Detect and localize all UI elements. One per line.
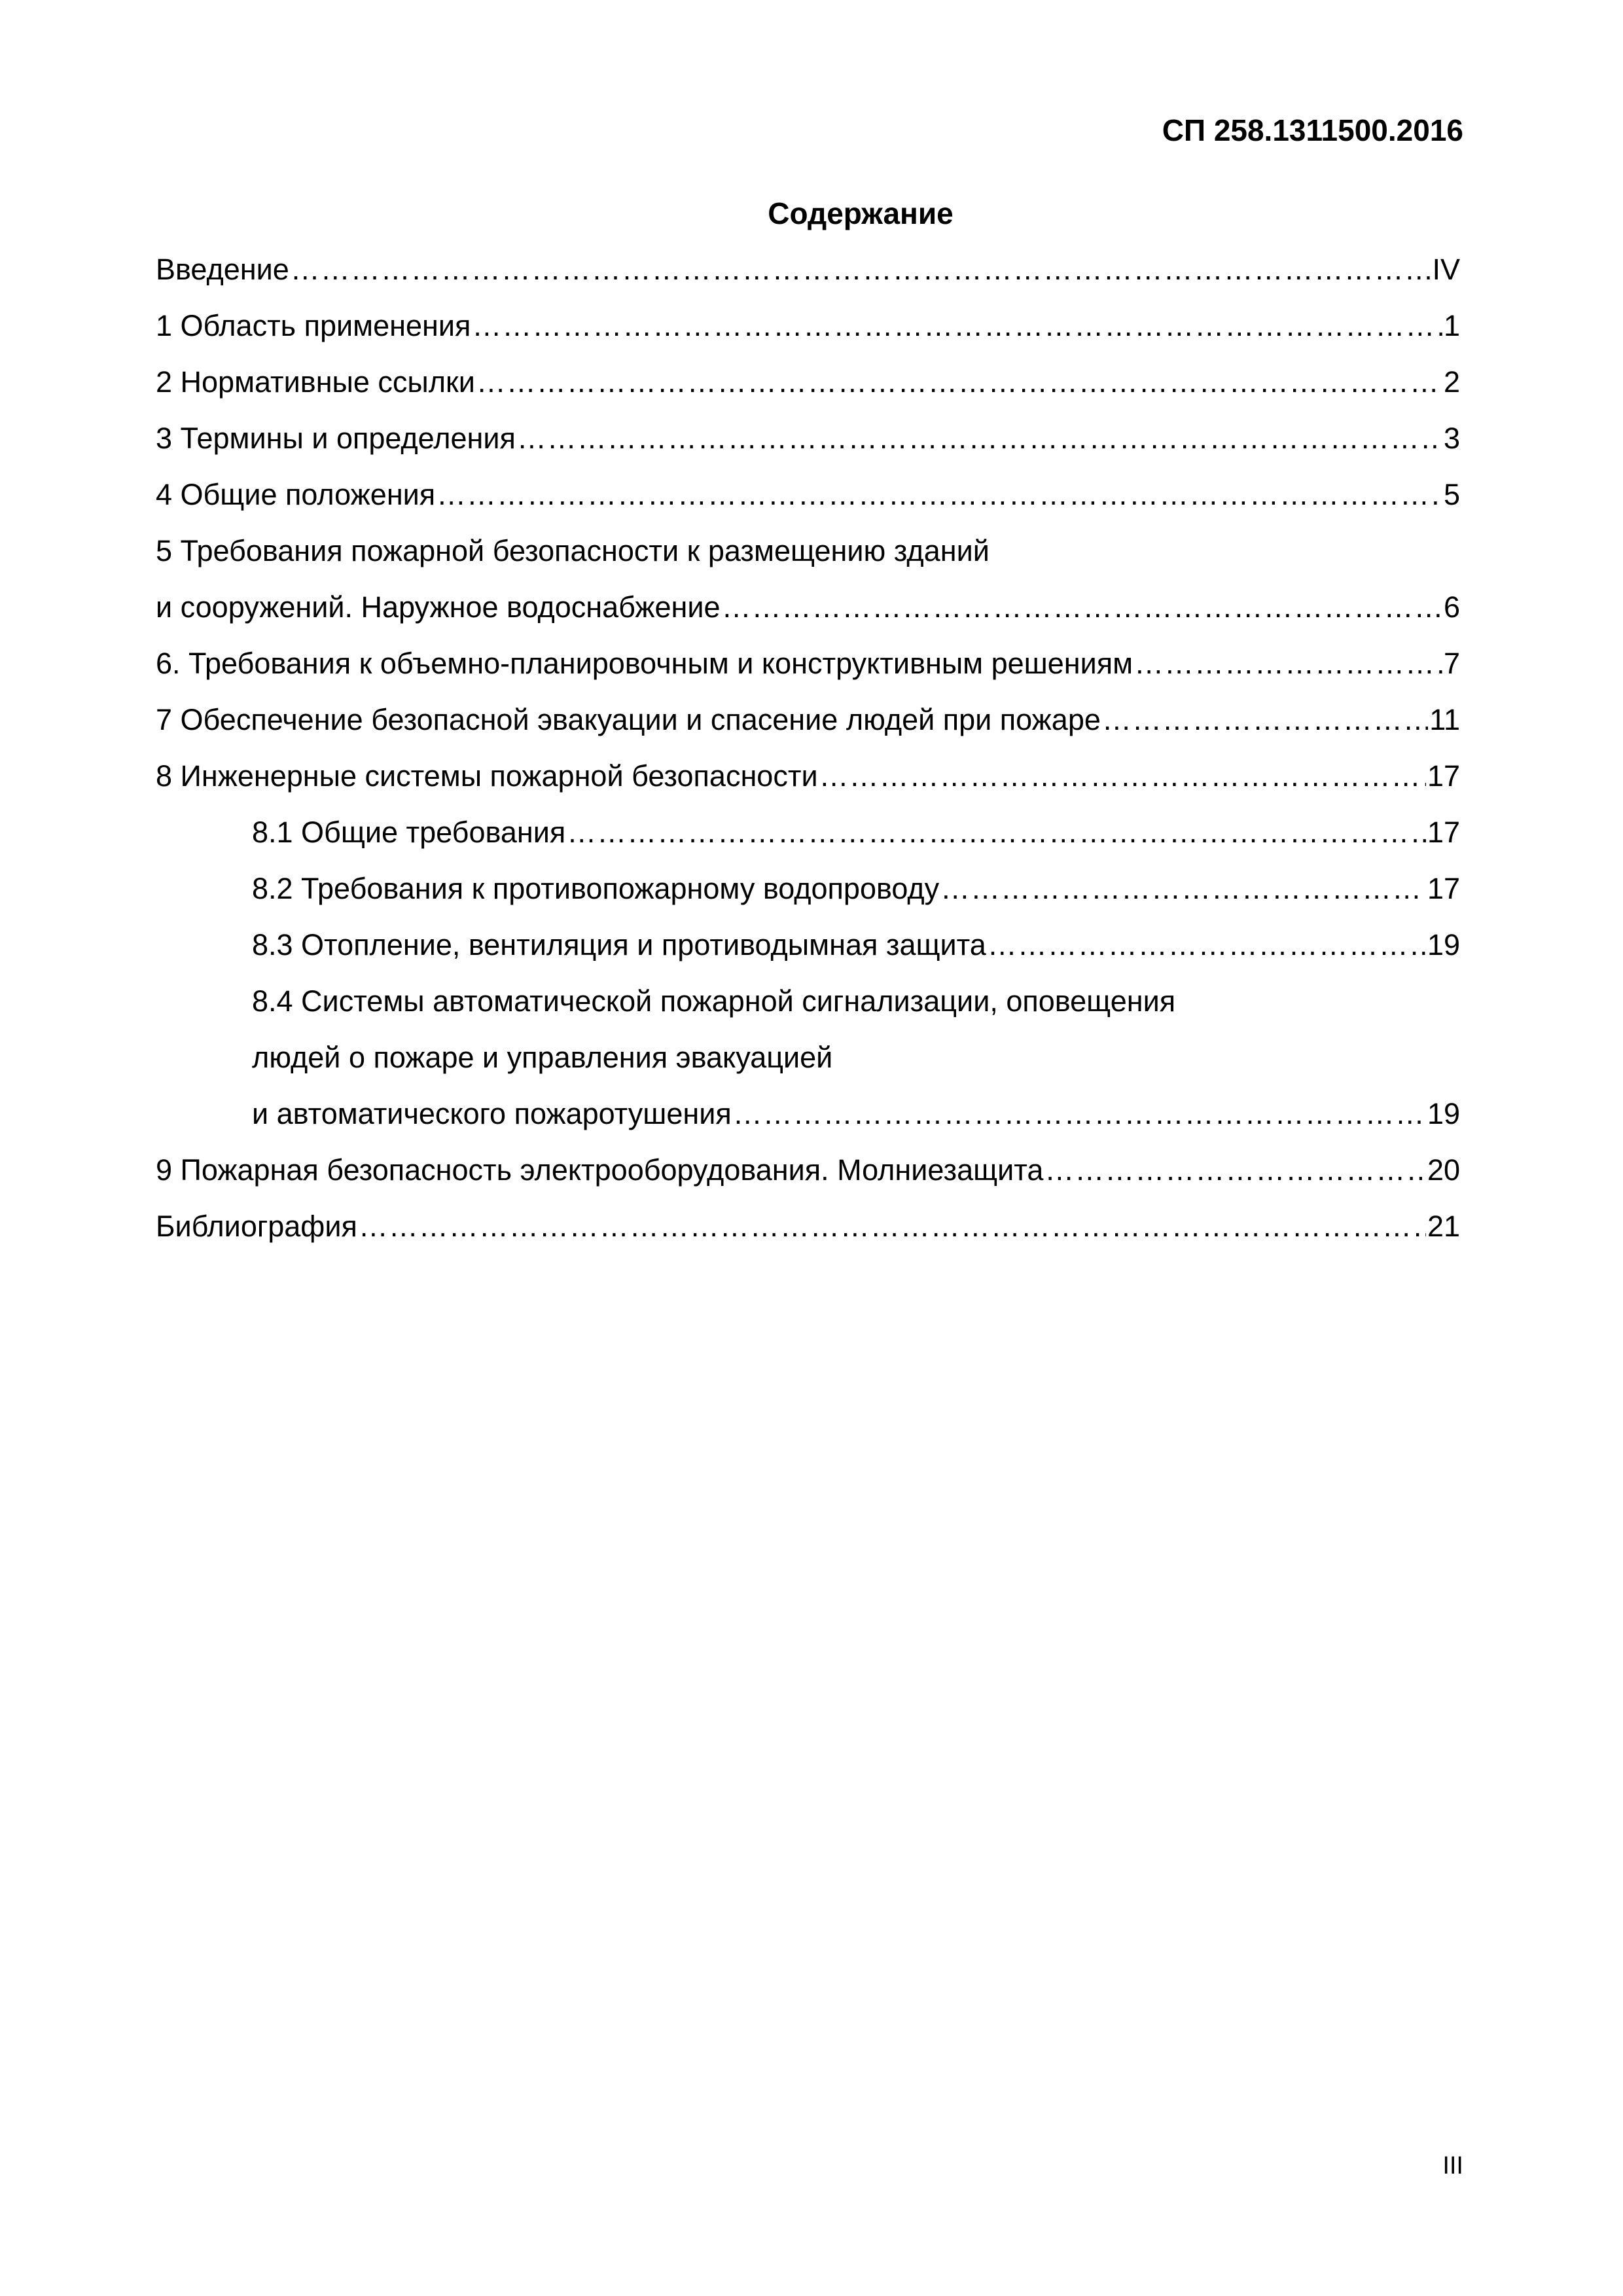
- toc-entry: [156, 702, 1460, 738]
- toc-leader-dots: [1044, 1153, 1426, 1188]
- toc-entry-page: 17: [1427, 872, 1460, 905]
- toc-entry-page: 6: [1443, 590, 1460, 624]
- toc-entry: [156, 759, 1460, 794]
- toc-entry-title: 7 Обеспечение безопасной эвакуации и спасение людей при пожаре: [156, 703, 1101, 736]
- toc-entry-title: 8.2 Требования к противопожарному водопроводу: [252, 872, 940, 905]
- toc-entry-title: людей о пожаре и управления эвакуацией: [252, 1041, 833, 1074]
- toc-leader-dots: [733, 1096, 1426, 1132]
- toc-entry-page: IV: [1432, 253, 1460, 286]
- toc-entry: [156, 646, 1460, 681]
- toc-leader-dots: [940, 871, 1426, 906]
- toc-entry-title: Библиография: [156, 1210, 357, 1243]
- toc-entry-title: 6. Требования к объемно-планировочным и конструктивным решениям: [156, 647, 1133, 680]
- toc-entry-page: 20: [1427, 1153, 1460, 1187]
- toc-leader-dots: [517, 421, 1442, 456]
- toc-entry: [156, 252, 1460, 287]
- toc-leader-dots: [1134, 646, 1442, 681]
- toc-entry: [156, 1153, 1460, 1188]
- toc-leader-dots: [722, 590, 1442, 625]
- toc-subentry: [252, 927, 1460, 963]
- toc-entry-title: 8.3 Отопление, вентиляция и противодымная защита: [252, 928, 986, 961]
- toc-entry-page: 17: [1427, 816, 1460, 849]
- toc-subentry: [252, 871, 1460, 906]
- toc-entry-page: 19: [1427, 1097, 1460, 1130]
- toc-leader-dots: [1102, 702, 1428, 738]
- toc-subentry: [252, 815, 1460, 850]
- toc-leader-dots: [437, 477, 1442, 512]
- toc-entry: [156, 1209, 1460, 1244]
- toc-entry-title: 1 Область применения: [156, 309, 471, 342]
- toc-leader-dots: [819, 759, 1426, 794]
- toc-leader-dots: [567, 815, 1426, 850]
- toc-subentry: [252, 1096, 1460, 1132]
- toc-leader-dots: [988, 927, 1426, 963]
- document-code: СП 258.1311500.2016: [1162, 113, 1463, 147]
- toc-entry-title: 8.4 Системы автоматической пожарной сигнализации, оповещения: [252, 984, 1176, 1018]
- toc-entry: [156, 477, 1460, 512]
- toc-entry-title: 9 Пожарная безопасность электрооборудования. Молниезащита: [156, 1153, 1044, 1187]
- toc-entry: [156, 308, 1460, 344]
- toc-leader-dots: [359, 1209, 1426, 1244]
- toc-entry-title: Введение: [156, 253, 289, 286]
- toc-entry-title: 5 Требования пожарной безопасности к размещению зданий: [156, 534, 990, 567]
- toc-entry-page: 2: [1443, 365, 1460, 399]
- toc-entry-title: и сооружений. Наружное водоснабжение: [156, 590, 721, 624]
- toc-entry-page: 3: [1443, 422, 1460, 455]
- toc-entry-title: и автоматического пожаротушения: [252, 1097, 732, 1130]
- toc-title: Содержание: [768, 196, 954, 230]
- toc-leader-dots: [291, 252, 1431, 287]
- toc-entry-page: 7: [1443, 647, 1460, 680]
- toc-entry-title: 8.1 Общие требования: [252, 816, 566, 849]
- toc-entry-page: 19: [1427, 928, 1460, 961]
- toc-entry-title: 8 Инженерные системы пожарной безопасности: [156, 759, 818, 793]
- toc-entry: [156, 421, 1460, 456]
- toc-entry-page: 1: [1443, 309, 1460, 342]
- toc-entry-title: 3 Термины и определения: [156, 422, 516, 455]
- toc-entry-page: 17: [1427, 759, 1460, 793]
- toc-leader-dots: [472, 308, 1442, 344]
- toc-entry: [156, 365, 1460, 400]
- toc-entry-page: 21: [1427, 1210, 1460, 1243]
- toc-entry-title: 2 Нормативные ссылки: [156, 365, 475, 399]
- toc-entry-page: 11: [1429, 703, 1460, 736]
- toc-entry-title: 4 Общие положения: [156, 478, 436, 511]
- page-number: III: [1442, 2152, 1463, 2179]
- toc-entry: [156, 590, 1460, 625]
- toc-leader-dots: [476, 365, 1442, 400]
- toc-entry-page: 5: [1443, 478, 1460, 511]
